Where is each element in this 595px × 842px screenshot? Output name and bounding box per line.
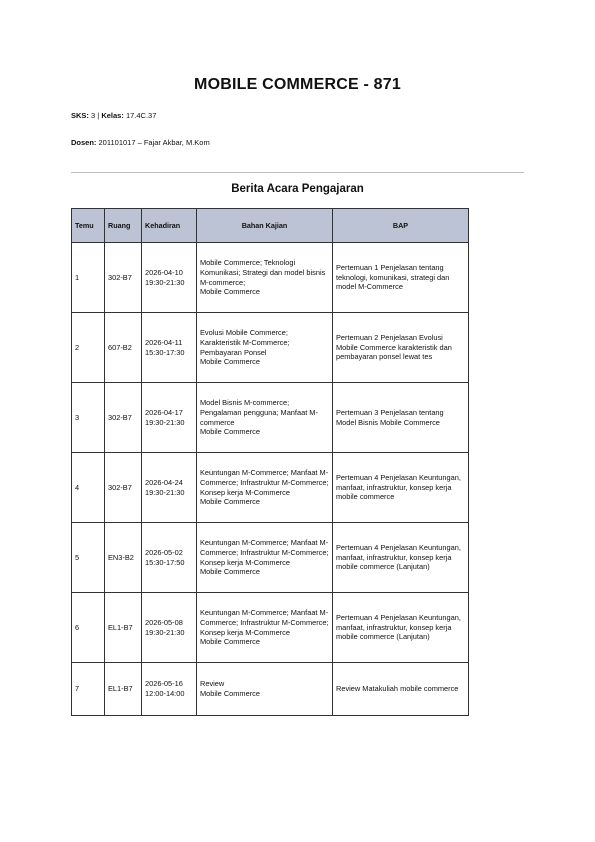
cell-kehadiran: 2026-05-16 12:00-14:00 bbox=[142, 663, 197, 716]
header-bahan-kajian: Bahan Kajian bbox=[197, 209, 333, 243]
cell-temu: 2 bbox=[72, 313, 105, 383]
bahan-topics: Keuntungan M-Commerce; Manfaat M-Commerce; Infrastruktur M-Commerce; Konsep kerja M-Commerce bbox=[200, 538, 329, 567]
bahan-subject: Mobile Commerce bbox=[200, 637, 260, 647]
table-row bbox=[72, 663, 469, 716]
cell-kehadiran: 2026-04-10 19:30-21:30 bbox=[142, 243, 197, 313]
separator: | bbox=[97, 111, 100, 120]
course-info-line bbox=[71, 111, 156, 120]
table-row bbox=[72, 523, 469, 593]
header-bap: BAP bbox=[333, 209, 469, 243]
bahan-topics: Review bbox=[200, 679, 225, 689]
header-kehadiran: Kehadiran bbox=[142, 209, 197, 243]
cell-bahan-kajian bbox=[197, 243, 333, 313]
cell-bahan-kajian bbox=[197, 383, 333, 453]
cell-kehadiran: 2026-04-11 15:30-17:30 bbox=[142, 313, 197, 383]
cell-bap: Pertemuan 3 Penjelasan tentang Model Bisnis Mobile Commerce bbox=[333, 383, 469, 453]
table-header-row bbox=[72, 209, 469, 243]
bahan-topics: Evolusi Mobile Commerce; Karakteristik M-Commerce; Pembayaran Ponsel bbox=[200, 328, 290, 357]
bahan-topics: Keuntungan M-Commerce; Manfaat M-Commerce; Infrastruktur M-Commerce; Konsep kerja M-Commerce bbox=[200, 468, 329, 497]
teaching-record-table bbox=[71, 208, 469, 716]
cell-bap: Pertemuan 4 Penjelasan Keuntungan, manfaat, infrastruktur, konsep kerja mobile commerce bbox=[333, 453, 469, 523]
dosen-value: 201101017 – Fajar Akbar, M.Kom bbox=[98, 138, 210, 147]
kelas-label: Kelas: bbox=[101, 111, 124, 120]
cell-ruang: EL1-B7 bbox=[105, 663, 142, 716]
cell-bahan-kajian bbox=[197, 663, 333, 716]
bahan-subject: Mobile Commerce bbox=[200, 567, 260, 577]
cell-ruang: 302-B7 bbox=[105, 243, 142, 313]
cell-ruang: EL1-B7 bbox=[105, 593, 142, 663]
bahan-subject: Mobile Commerce bbox=[200, 497, 260, 507]
table-row bbox=[72, 453, 469, 523]
divider bbox=[71, 172, 524, 173]
cell-bahan-kajian bbox=[197, 313, 333, 383]
cell-bap: Pertemuan 2 Penjelasan Evolusi Mobile Commerce karakteristik dan pembayaran ponsel lewat tes bbox=[333, 313, 469, 383]
cell-bahan-kajian bbox=[197, 593, 333, 663]
table-row bbox=[72, 243, 469, 313]
cell-bap: Pertemuan 4 Penjelasan Keuntungan, manfaat, infrastruktur, konsep kerja mobile commerce (Lanjutan) bbox=[333, 593, 469, 663]
cell-temu: 4 bbox=[72, 453, 105, 523]
cell-kehadiran: 2026-05-02 15:30-17:50 bbox=[142, 523, 197, 593]
cell-temu: 5 bbox=[72, 523, 105, 593]
bahan-topics: Model Bisnis M-commerce; Pengalaman pengguna; Manfaat M-commerce bbox=[200, 398, 318, 427]
cell-temu: 6 bbox=[72, 593, 105, 663]
cell-kehadiran: 2026-05-08 19:30-21:30 bbox=[142, 593, 197, 663]
table-row bbox=[72, 313, 469, 383]
sks-value: 3 bbox=[91, 111, 96, 120]
dosen-label: Dosen: bbox=[71, 138, 97, 147]
sks-label: SKS: bbox=[71, 111, 89, 120]
cell-temu: 7 bbox=[72, 663, 105, 716]
bahan-topics: Mobile Commerce; Teknologi Komunikasi; Strategi dan model bisnis M-commerce; bbox=[200, 258, 326, 287]
cell-bahan-kajian bbox=[197, 523, 333, 593]
cell-bap: Review Matakuliah mobile commerce bbox=[333, 663, 469, 716]
cell-temu: 3 bbox=[72, 383, 105, 453]
header-temu: Temu bbox=[72, 209, 105, 243]
table-row bbox=[72, 593, 469, 663]
header-ruang: Ruang bbox=[105, 209, 142, 243]
bahan-topics: Keuntungan M-Commerce; Manfaat M-Commerce; Infrastruktur M-Commerce; Konsep kerja M-Commerce bbox=[200, 608, 329, 637]
lecturer-line bbox=[71, 138, 210, 147]
bahan-subject: Mobile Commerce bbox=[200, 689, 260, 698]
cell-ruang: 607-B2 bbox=[105, 313, 142, 383]
table-row bbox=[72, 383, 469, 453]
course-title: MOBILE COMMERCE - 871 bbox=[194, 76, 401, 93]
cell-ruang: 302-B7 bbox=[105, 383, 142, 453]
cell-bap: Pertemuan 4 Penjelasan Keuntungan, manfaat, infrastruktur, konsep kerja mobile commerce (Lanjutan) bbox=[333, 523, 469, 593]
cell-temu: 1 bbox=[72, 243, 105, 313]
cell-bap: Pertemuan 1 Penjelasan tentang teknologi, komunikasi, strategi dan model M-Commerce bbox=[333, 243, 469, 313]
cell-ruang: EN3-B2 bbox=[105, 523, 142, 593]
cell-kehadiran: 2026-04-24 19:30-21:30 bbox=[142, 453, 197, 523]
bahan-subject: Mobile Commerce bbox=[200, 427, 260, 437]
bahan-subject: Mobile Commerce bbox=[200, 287, 260, 297]
kelas-value: 17.4C.37 bbox=[125, 111, 157, 120]
section-title: Berita Acara Pengajaran bbox=[231, 183, 364, 195]
bahan-subject: Mobile Commerce bbox=[200, 357, 260, 367]
cell-kehadiran: 2026-04-17 19:30-21:30 bbox=[142, 383, 197, 453]
cell-bahan-kajian bbox=[197, 453, 333, 523]
cell-ruang: 302-B7 bbox=[105, 453, 142, 523]
